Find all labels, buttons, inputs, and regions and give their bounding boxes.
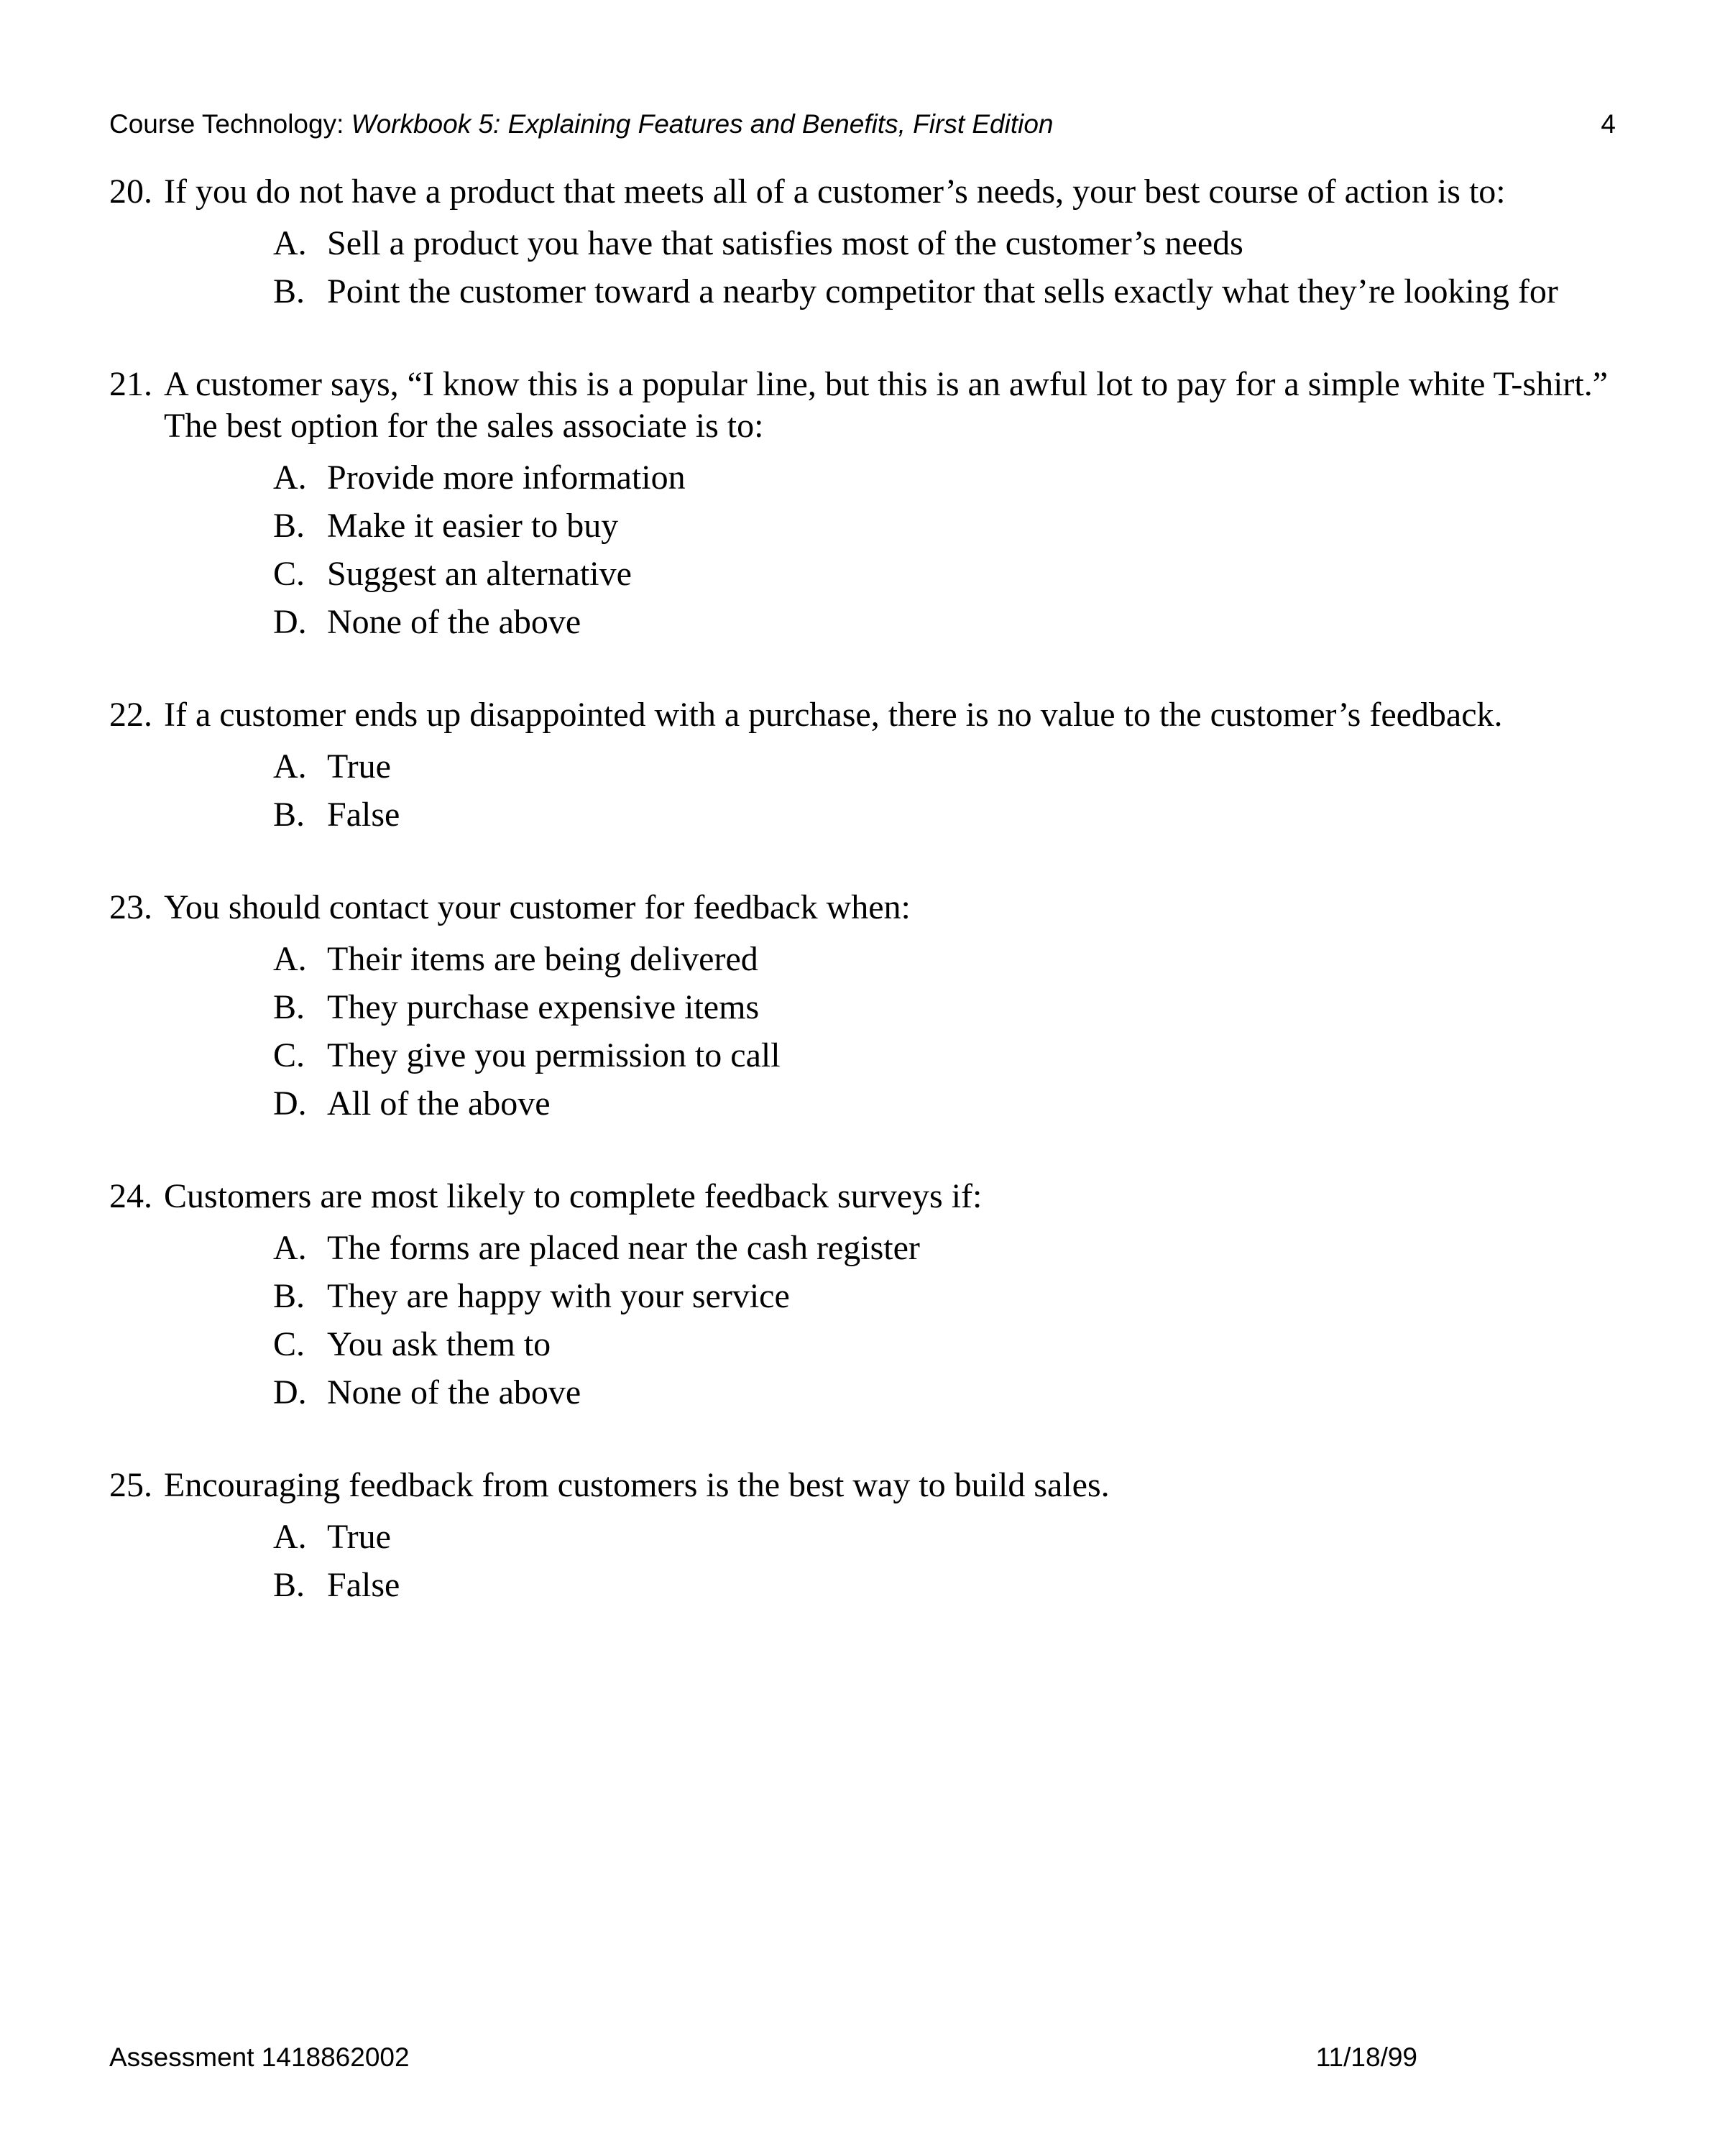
answer-option xyxy=(109,1368,1640,1416)
option-text: They give you permission to call xyxy=(327,1036,781,1074)
option-text: You ask them to xyxy=(327,1325,551,1363)
option-text: They purchase expensive items xyxy=(327,988,760,1026)
question-number: 20. xyxy=(109,172,152,211)
assessment-id: Assessment 1418862002 xyxy=(109,2042,410,2072)
question-stem xyxy=(109,694,1640,736)
option-letter: B. xyxy=(273,1566,305,1604)
answer-option xyxy=(109,1079,1640,1128)
footer-date: 11/18/99 xyxy=(1315,2042,1417,2072)
option-text: All of the above xyxy=(327,1084,551,1123)
option-letter: A. xyxy=(273,747,307,786)
answer-options xyxy=(109,935,1640,1128)
question-stem xyxy=(109,887,1640,929)
question-number: 23. xyxy=(109,888,152,926)
option-text: Point the customer toward a nearby competitor that sells exactly what they’re looking for xyxy=(327,272,1558,310)
page-header xyxy=(109,106,1616,142)
option-letter: A. xyxy=(273,940,307,978)
option-text: False xyxy=(327,796,400,834)
answer-option xyxy=(109,550,1640,598)
option-letter: B. xyxy=(273,272,305,310)
answer-options xyxy=(109,1224,1640,1416)
option-text: Their items are being delivered xyxy=(327,940,758,978)
option-letter: C. xyxy=(273,1325,305,1363)
answer-option xyxy=(109,267,1640,315)
option-letter: A. xyxy=(273,459,307,497)
answer-option xyxy=(109,598,1640,646)
question-text: Encouraging feedback from customers is the best way to build sales. xyxy=(164,1466,1110,1504)
answer-option xyxy=(109,1272,1640,1320)
question-20 xyxy=(109,171,1640,315)
question-22 xyxy=(109,694,1640,839)
answer-option xyxy=(109,1031,1640,1079)
answer-option xyxy=(109,1561,1640,1609)
page-number: 4 xyxy=(1601,109,1616,139)
answer-options xyxy=(109,219,1640,315)
answer-options xyxy=(109,1513,1640,1609)
question-number: 24. xyxy=(109,1177,152,1215)
option-letter: D. xyxy=(273,603,307,641)
answer-option xyxy=(109,742,1640,791)
option-text: False xyxy=(327,1566,400,1604)
option-letter: A. xyxy=(273,1518,307,1556)
answer-option xyxy=(109,219,1640,267)
question-number: 21. xyxy=(109,365,152,403)
option-text: True xyxy=(327,747,391,786)
workbook-title: Workbook 5: Explaining Features and Benefits, First Edition xyxy=(351,109,1054,139)
option-text: The forms are placed near the cash register xyxy=(327,1229,920,1267)
answer-option xyxy=(109,983,1640,1031)
question-stem xyxy=(109,1465,1640,1506)
answer-options xyxy=(109,742,1640,839)
option-letter: D. xyxy=(273,1373,307,1411)
answer-options xyxy=(109,453,1640,646)
answer-option xyxy=(109,1320,1640,1368)
question-stem xyxy=(109,171,1640,213)
option-text: Make it easier to buy xyxy=(327,507,619,545)
question-text: If a customer ends up disappointed with a purchase, there is no value to the customer’s feedback. xyxy=(164,696,1503,734)
option-text: Sell a product you have that satisfies most of the customer’s needs xyxy=(327,224,1243,262)
question-text: A customer says, “I know this is a popular line, but this is an awful lot to pay for a simple white T-shirt.” The best option for the sales associate is to: xyxy=(164,365,1609,445)
option-text: Provide more information xyxy=(327,459,686,497)
course-label: Course Technology: xyxy=(109,109,344,139)
question-text: If you do not have a product that meets all of a customer’s needs, your best course of action is to: xyxy=(164,172,1506,211)
answer-option xyxy=(109,1513,1640,1561)
option-letter: B. xyxy=(273,796,305,834)
option-letter: C. xyxy=(273,1036,305,1074)
question-24 xyxy=(109,1176,1640,1416)
answer-option xyxy=(109,502,1640,550)
option-text: None of the above xyxy=(327,1373,581,1411)
question-number: 22. xyxy=(109,696,152,734)
question-list xyxy=(109,171,1640,1657)
question-21 xyxy=(109,364,1640,646)
option-text: True xyxy=(327,1518,391,1556)
answer-option xyxy=(109,1224,1640,1272)
option-text: They are happy with your service xyxy=(327,1277,790,1315)
question-25 xyxy=(109,1465,1640,1609)
option-letter: B. xyxy=(273,988,305,1026)
option-letter: C. xyxy=(273,555,305,593)
option-text: Suggest an alternative xyxy=(327,555,632,593)
answer-option xyxy=(109,791,1640,839)
page-footer xyxy=(109,2040,1417,2076)
question-stem xyxy=(109,364,1640,447)
question-text: Customers are most likely to complete feedback surveys if: xyxy=(164,1177,983,1215)
option-letter: D. xyxy=(273,1084,307,1123)
option-letter: A. xyxy=(273,1229,307,1267)
question-stem xyxy=(109,1176,1640,1217)
question-23 xyxy=(109,887,1640,1128)
option-letter: A. xyxy=(273,224,307,262)
option-text: None of the above xyxy=(327,603,581,641)
question-text: You should contact your customer for feedback when: xyxy=(164,888,911,926)
answer-option xyxy=(109,935,1640,983)
option-letter: B. xyxy=(273,1277,305,1315)
option-letter: B. xyxy=(273,507,305,545)
question-number: 25. xyxy=(109,1466,152,1504)
answer-option xyxy=(109,453,1640,502)
